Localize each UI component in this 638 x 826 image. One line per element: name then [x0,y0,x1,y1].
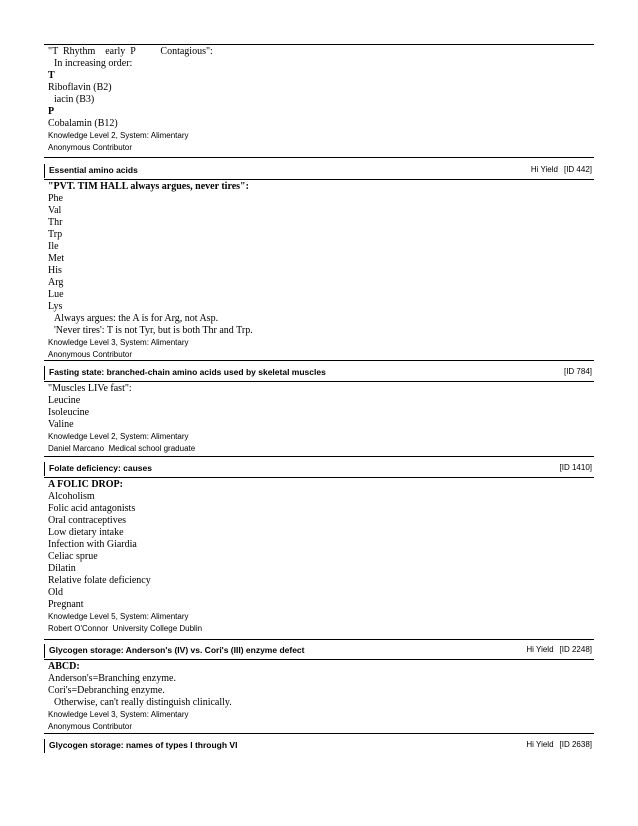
header-meta [526,740,592,749]
list-item: Trp [48,229,63,240]
section-header-1 [44,164,594,178]
header-meta [531,165,592,174]
section-rule [44,179,594,180]
contributor: Anonymous Contributor [48,143,133,152]
list-item: Folic acid antagonists [48,503,136,514]
section-body-1 [48,181,588,361]
list-item: Leucine [48,395,81,406]
list-item: Celiac sprue [48,551,98,562]
section-body-0 [48,46,588,154]
id-ref: [ID 1410] [559,463,592,472]
section-title: Folate deficiency: causes [49,463,152,473]
knowledge-level: Knowledge Level 2, System: Alimentary [48,131,189,140]
list-item: Anderson's=Branching enzyme. [48,673,176,684]
header-meta [526,645,592,654]
list-item: Valine [48,419,74,430]
section-title: Fasting state: branched-chain amino acids used by skeletal muscles [49,367,326,377]
knowledge-level: Knowledge Level 2, System: Alimentary [48,432,189,441]
contributor: Robert O'Connor University College Dublin [48,624,203,633]
mnemonic-line: ABCD: [48,661,80,672]
section-header-3 [44,462,594,476]
contributor: Anonymous Contributor [48,722,133,731]
section-header-5 [44,739,594,753]
knowledge-level: Knowledge Level 5, System: Alimentary [48,612,189,621]
list-item: P [48,106,55,117]
section-rule [44,639,594,640]
section-title: Essential amino acids [49,165,138,175]
section-body-2 [48,383,588,455]
contributor: Daniel Marcano Medical school graduate [48,444,196,453]
knowledge-level: Knowledge Level 3, System: Alimentary [48,338,189,347]
contributor: Anonymous Contributor [48,350,133,359]
mnemonic-line: A FOLIC DROP: [48,479,123,490]
section-body-3 [48,479,588,635]
id-ref: [ID 442] [563,165,592,174]
yield-badge: Hi Yield [526,645,554,654]
section-title: Glycogen storage: names of types I through VI [49,740,238,750]
list-item: Riboflavin (B2) [48,82,112,93]
id-ref: [ID 2248] [559,645,592,654]
list-item: Phe [48,193,63,204]
header-meta [560,463,592,472]
section-rule [44,456,594,457]
section-header-4 [44,644,594,658]
list-item: Relative folate deficiency [48,575,151,586]
mnemonic-line: "PVT. TIM HALL always argues, never tires": [48,181,249,192]
id-ref: [ID 2638] [559,740,592,749]
mnemonic-line: "Muscles LIVe fast": [48,383,132,394]
list-item: Low dietary intake [48,527,124,538]
mnemonic-line: "T Rhythm early P Contagious": [48,46,213,57]
list-item: His [48,265,62,276]
top-rule [44,44,594,45]
list-item: T [48,70,55,81]
list-item: iacin (B3) [54,94,95,105]
list-item: Val [48,205,62,216]
header-bar [44,462,45,476]
note-line: 'Never tires': T is not Tyr, but is both Thr and Trp. [54,325,253,336]
list-item: Arg [48,277,64,288]
list-item: Old [48,587,63,598]
section-body-4 [48,661,588,733]
section-rule [44,157,594,158]
yield-badge: Hi Yield [530,165,558,174]
section-rule [44,360,594,361]
header-bar [44,164,45,178]
note-line: Otherwise, can't really distinguish clinically. [54,697,232,708]
list-item: Infection with Giardia [48,539,137,550]
section-rule [44,381,594,382]
list-item: Isoleucine [48,407,90,418]
section-rule [44,477,594,478]
header-bar [44,739,45,753]
section-title: Glycogen storage: Anderson's (IV) vs. Cori's (III) enzyme defect [49,645,305,655]
list-item: Cori's=Debranching enzyme. [48,685,165,696]
list-item: Oral contraceptives [48,515,127,526]
list-item: Lue [48,289,64,300]
header-bar [44,366,45,380]
knowledge-level: Knowledge Level 3, System: Alimentary [48,710,189,719]
list-item: Met [48,253,65,264]
section-header-2 [44,366,594,380]
list-item: Dilatin [48,563,76,574]
header-meta [564,367,592,376]
section-rule [44,659,594,660]
id-ref: [ID 784] [563,367,592,376]
yield-badge: Hi Yield [526,740,554,749]
header-bar [44,644,45,658]
note-line: Always argues: the A is for Arg, not Asp. [54,313,219,324]
list-item: Thr [48,217,63,228]
list-item: Cobalamin (B12) [48,118,118,129]
list-item: Alcoholism [48,491,95,502]
section-rule [44,733,594,734]
list-item: Pregnant [48,599,84,610]
list-item: Ile [48,241,59,252]
list-item: Lys [48,301,63,312]
note-line: In increasing order: [54,58,133,69]
